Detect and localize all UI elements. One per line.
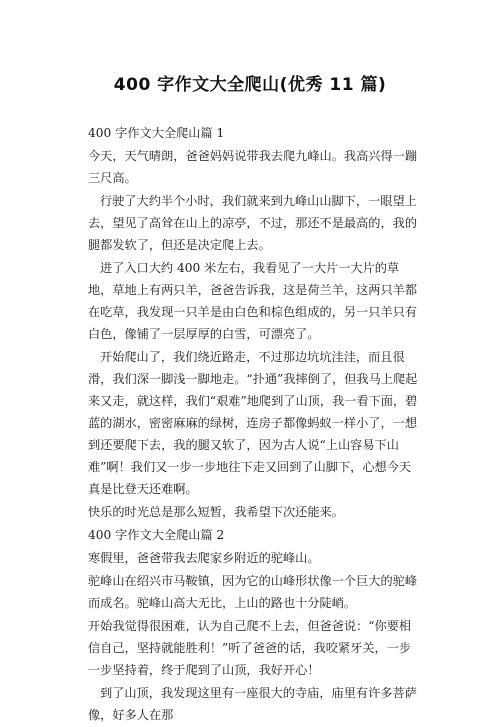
- paragraph: 今天，天气晴朗，爸爸妈妈说带我去爬九峰山。我高兴得一蹦三尺高。: [88, 149, 418, 185]
- section-heading: 400 字作文大全爬山篇 2: [88, 528, 225, 542]
- document-body: [88, 122, 423, 727]
- paragraph: 到了山顶，我发现这里有一座很大的寺庙，庙里有许多菩萨像，好多人在那: [88, 686, 417, 722]
- paragraph: 进了入口大约 400 米左右，我看见了一大片一大片的草地，草地上有两只羊，爸爸告诉我，这是荷兰羊，这两只羊都在吃草，我发现一只羊是由白色和棕色组成的，另一只羊只有白色，像铺了一层厚厚的白雪，可漂亮了。: [88, 261, 418, 341]
- paragraph: 驼峰山在绍兴市马鞍镇，因为它的山峰形状像一个巨大的驼峰而成名。驼峰山高大无比，上山的路也十分陡峭。: [88, 574, 418, 610]
- paragraph: 开始我觉得很困难，认为自己爬不上去，但爸爸说：“你要相信自己，坚持就能胜利！”听了爸爸的话，我咬紧牙关，一步一步坚持着，终于爬到了山顶，我好开心！: [88, 619, 412, 677]
- paragraph: 开始爬山了，我们绕近路走，不过那边坑坑洼洼，而且很滑，我们深一脚浅一脚地走。“扑通”我摔倒了，但我马上爬起来又走，就这样，我们“艰难”地爬到了山顶，我一看下面，碧蓝的湖水，密密麻麻的绿树，连房子都像蚂蚁一样小了，一想到还要爬下去，我的腿又软了，因为古人说“上山容易下山难”啊！我们又一步一步地往下走又回到了山脚下，心想今天真是比登天还难啊。: [88, 350, 418, 496]
- paragraph: 快乐的时光总是那么短暂，我希望下次还能来。: [88, 505, 344, 519]
- paragraph: 行驶了大约半个小时，我们就来到九峰山山脚下，一眼望上去，望见了高耸在山上的凉亭，不过，那还不是最高的，我的腿都发软了，但还是决定爬上去。: [88, 194, 418, 252]
- paragraph: 寒假里，爸爸带我去爬家乡附近的驼峰山。: [88, 551, 320, 565]
- section-heading: 400 字作文大全爬山篇 1: [88, 126, 225, 140]
- document-title: 400 字作文大全爬山(优秀 11 篇): [113, 75, 387, 95]
